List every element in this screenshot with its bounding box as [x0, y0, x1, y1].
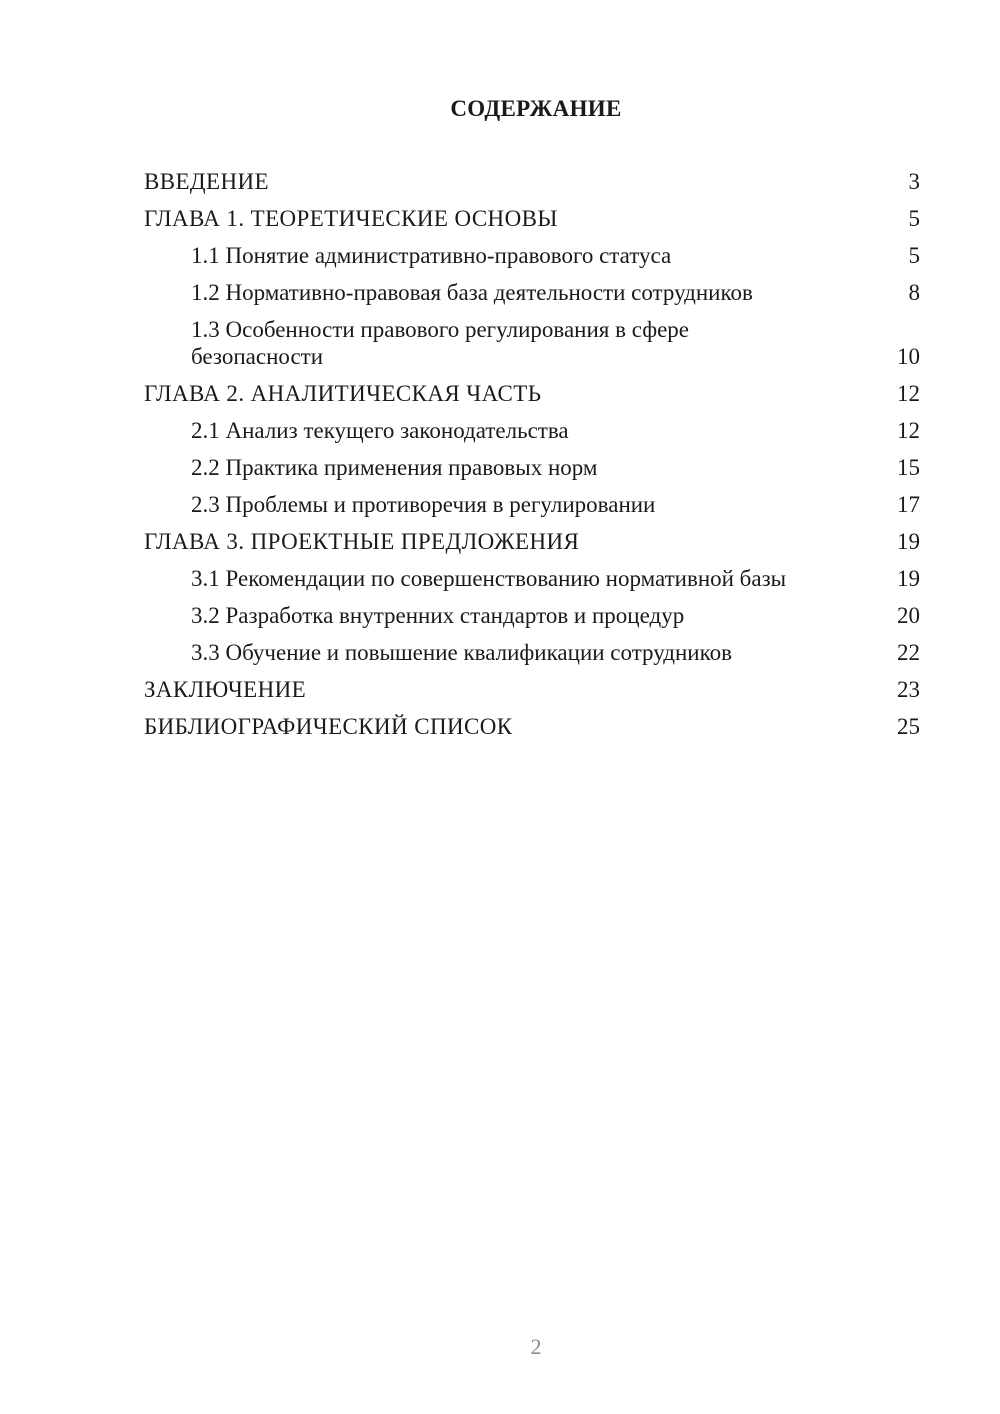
- toc-entry-page: 5: [908, 243, 920, 268]
- toc-entry-page: 23: [897, 677, 920, 702]
- toc-entry-label: 3.2 Разработка внутренних стандартов и процедур: [191, 603, 685, 628]
- toc-entry-page: 10: [897, 344, 920, 369]
- toc-entry-chapter-2: [144, 380, 920, 407]
- toc-entry-section-1-1: [144, 242, 920, 269]
- toc-entry-page: 17: [897, 492, 920, 517]
- toc-entry-section-2-2: [144, 454, 920, 481]
- toc-entry-label: 2.3 Проблемы и противоречия в регулировании: [191, 492, 656, 517]
- toc-entry-label: ГЛАВА 1. ТЕОРЕТИЧЕСКИЕ ОСНОВЫ: [144, 206, 558, 231]
- toc-entry-section-2-3: [144, 491, 920, 518]
- toc-entry-page: 3: [908, 169, 920, 194]
- toc-entry-label: 3.3 Обучение и повышение квалификации сотрудников: [191, 640, 732, 665]
- toc-entry-section-3-3: [144, 639, 920, 666]
- table-of-contents: [144, 168, 920, 750]
- toc-entry-label: ЗАКЛЮЧЕНИЕ: [144, 677, 307, 702]
- toc-entry-page: 25: [897, 714, 920, 739]
- toc-entry-label: 1.3 Особенности правового регулирования в сфере безопасности: [191, 317, 690, 369]
- toc-entry-label: 2.2 Практика применения правовых норм: [191, 455, 598, 480]
- toc-entry-label: ГЛАВА 2. АНАЛИТИЧЕСКАЯ ЧАСТЬ: [144, 381, 542, 406]
- toc-entry-introduction: [144, 168, 920, 195]
- toc-entry-label: ГЛАВА 3. ПРОЕКТНЫЕ ПРЕДЛОЖЕНИЯ: [144, 529, 580, 554]
- toc-entry-page: 12: [897, 381, 920, 406]
- toc-entry-section-3-2: [144, 602, 920, 629]
- toc-entry-label: 1.1 Понятие административно-правового статуса: [191, 243, 672, 268]
- toc-entry-page: 19: [897, 566, 920, 591]
- toc-entry-section-3-1: [144, 565, 920, 592]
- toc-entry-page: 15: [897, 455, 920, 480]
- toc-entry-conclusion: [144, 676, 920, 703]
- page-number: 2: [530, 1334, 542, 1359]
- toc-entry-label: ВВЕДЕНИЕ: [144, 169, 269, 194]
- toc-entry-page: 19: [897, 529, 920, 554]
- toc-entry-section-1-3: [144, 316, 920, 370]
- toc-entry-bibliography: [144, 713, 920, 740]
- toc-entry-label: БИБЛИОГРАФИЧЕСКИЙ СПИСОК: [144, 714, 513, 739]
- toc-entry-label: 3.1 Рекомендации по совершенствованию нормативной базы: [191, 566, 787, 591]
- toc-entry-page: 22: [897, 640, 920, 665]
- toc-entry-page: 12: [897, 418, 920, 443]
- toc-entry-section-1-2: [144, 279, 920, 306]
- toc-entry-chapter-3: [144, 528, 920, 555]
- toc-entry-page: 8: [908, 280, 920, 305]
- toc-entry-chapter-1: [144, 205, 920, 232]
- toc-entry-section-2-1: [144, 417, 920, 444]
- page-title: СОДЕРЖАНИЕ: [450, 96, 622, 121]
- toc-entry-label: 1.2 Нормативно-правовая база деятельности сотрудников: [191, 280, 753, 305]
- toc-entry-label: 2.1 Анализ текущего законодательства: [191, 418, 569, 443]
- toc-entry-page: 20: [897, 603, 920, 628]
- toc-entry-page: 5: [908, 206, 920, 231]
